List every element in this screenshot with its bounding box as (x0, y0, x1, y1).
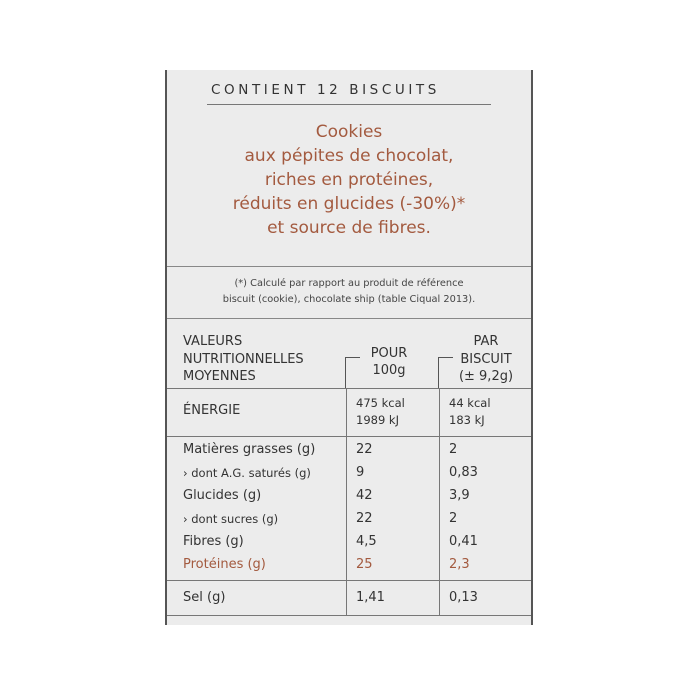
protein-per-biscuit: 2,3 (449, 557, 470, 572)
column-divider (439, 388, 440, 615)
nutrition-panel (165, 70, 533, 625)
title-line: riches en protéines, (264, 170, 434, 190)
row-divider (167, 388, 531, 389)
title-line: réduits en glucides (-30%)* (232, 194, 466, 214)
nutrient-per-100g: 9 (356, 465, 365, 480)
nutrient-per-biscuit: 0,83 (449, 465, 478, 480)
nutrient-label: Matières grasses (g) (183, 442, 316, 457)
head-label-line: VALEURS (183, 334, 243, 349)
footnote (167, 276, 531, 308)
col-per-biscuit-head (442, 333, 530, 386)
row-divider (167, 436, 531, 437)
nutrient-per-100g: 4,5 (356, 534, 377, 549)
salt-per-100g: 1,41 (356, 590, 385, 605)
head-label-line: MOYENNES (183, 369, 256, 384)
col-head-line: BISCUIT (460, 351, 512, 367)
nutrient-label: Glucides (g) (183, 488, 262, 503)
footnote-line: biscuit (cookie), chocolate ship (table Ciqual 2013). (222, 294, 476, 305)
product-header (167, 70, 531, 266)
protein-label: Protéines (g) (183, 557, 266, 572)
energy-value: 1989 kJ (356, 413, 399, 427)
energy-label: ÉNERGIE (183, 403, 241, 418)
nutrient-per-biscuit: 2 (449, 511, 458, 526)
nutrient-label: Fibres (g) (183, 534, 244, 549)
table-top-border (167, 318, 531, 319)
energy-value: 44 kcal (449, 396, 491, 410)
energy-value: 475 kcal (356, 396, 405, 410)
column-divider (346, 388, 347, 615)
col-head-line: POUR (370, 346, 408, 361)
nutrient-per-biscuit: 0,41 (449, 534, 478, 549)
energy-per-100g (356, 395, 405, 429)
nutrient-per-100g: 42 (356, 488, 373, 503)
col-per-100g-head (350, 345, 428, 379)
nutrient-per-biscuit: 2 (449, 442, 458, 457)
nutrient-per-biscuit: 3,9 (449, 488, 470, 503)
title-line: Cookies (315, 122, 383, 142)
energy-value: 183 kJ (449, 413, 485, 427)
table-bottom-border (167, 615, 531, 616)
table-head-label (183, 333, 304, 386)
col-head-line: 100g (372, 363, 406, 378)
salt-per-biscuit: 0,13 (449, 590, 478, 605)
title-line: et source de fibres. (267, 218, 431, 238)
col1-bracket (345, 357, 360, 388)
protein-per-100g: 25 (356, 557, 373, 572)
nutrient-label: › dont A.G. saturés (g) (183, 466, 311, 480)
header-separator (167, 266, 531, 267)
nutrient-per-100g: 22 (356, 442, 373, 457)
footnote-line: (*) Calculé par rapport au produit de référence (234, 278, 464, 289)
col-head-line: PAR (473, 334, 499, 349)
biscuit-count: CONTIENT 12 BISCUITS (211, 82, 440, 98)
row-divider (167, 580, 531, 581)
nutrient-label: › dont sucres (g) (183, 512, 279, 526)
col2-bracket (438, 357, 453, 388)
title-line: aux pépites de chocolat, (244, 146, 454, 166)
salt-label: Sel (g) (183, 590, 226, 605)
product-title (167, 120, 531, 240)
nutrient-per-100g: 22 (356, 511, 373, 526)
head-label-line: NUTRITIONNELLES (183, 351, 304, 367)
energy-per-biscuit (449, 395, 491, 429)
col-head-line: (± 9,2g) (458, 369, 514, 384)
header-rule (207, 104, 491, 105)
